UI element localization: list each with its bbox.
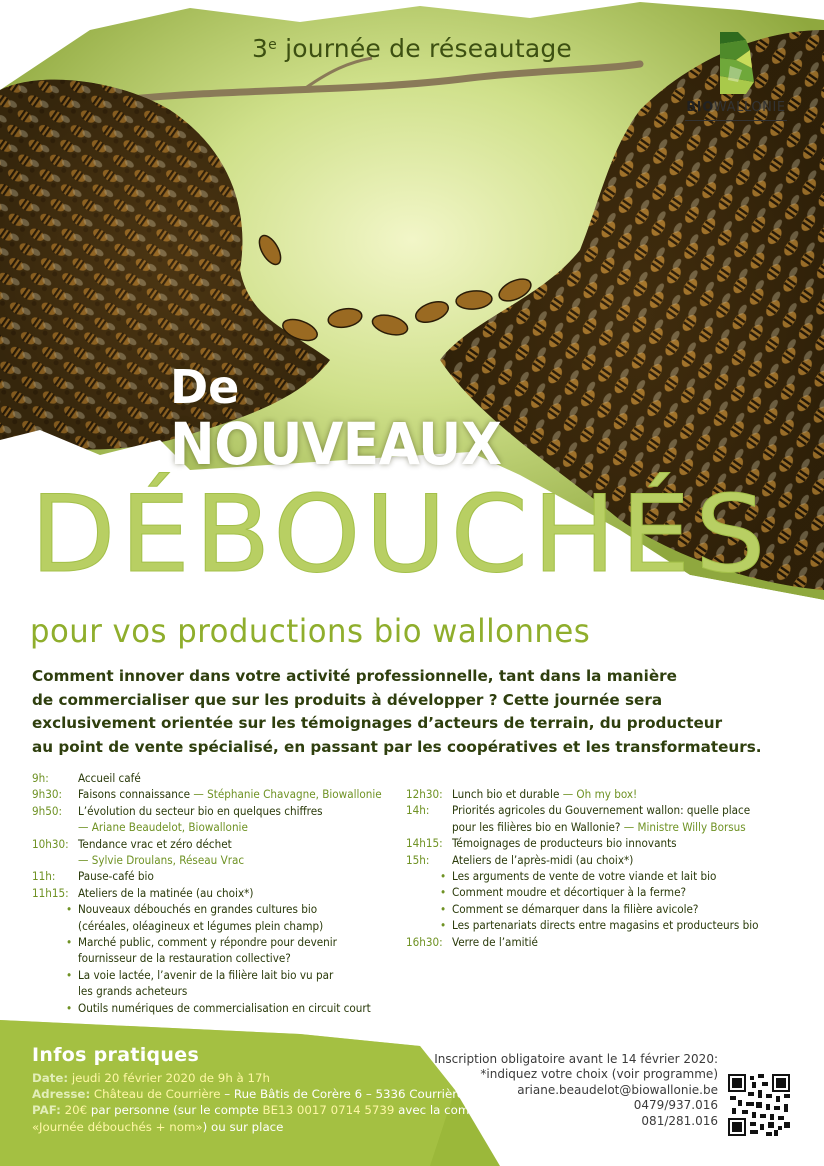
title-nouveaux: NOUVEAUX <box>170 410 502 478</box>
program-item: 15h: Ateliers de l’après-midi (au choix*) <box>406 852 634 867</box>
workshop-item-cont: les grands acheteurs <box>78 984 188 999</box>
afternoon-workshops <box>406 868 806 934</box>
infos-title: Infos pratiques <box>32 1044 200 1066</box>
workshop-item: • Marché public, comment y répondre pour devenir <box>66 935 337 950</box>
title-subtitle: pour vos productions bio wallonnes <box>30 612 591 650</box>
infos-paf: PAF: 20€ par personne (sur le compte BE13 0017 0714 5739 avec la communication <box>32 1103 536 1118</box>
registration-phone-mobile[interactable]: 0479/937.016 <box>633 1098 718 1113</box>
program-left <box>32 770 402 1016</box>
event-title: journée de réseautage <box>285 34 573 63</box>
intro-line: de commercialiser que sur les produits à développer ? Cette journée sera <box>32 690 663 709</box>
program-item: 10h30: Tendance vrac et zéro déchet <box>32 836 232 851</box>
program-item: 12h30: Lunch bio et durable — Oh my box! <box>406 787 638 801</box>
program-right <box>406 786 806 950</box>
registration-phone-office[interactable]: 081/281.016 <box>641 1113 718 1128</box>
workshop-item: • La voie lactée, l’avenir de la filière lait bio vu par <box>66 967 334 982</box>
intro-line: Comment innover dans votre activité professionnelle, tant dans la manière <box>32 667 677 685</box>
biowallonie-b-icon <box>716 32 756 94</box>
program-item: 9h50: L’évolution du secteur bio en quelques chiffres <box>32 803 323 818</box>
workshop-item: • Outils numériques de commercialisation en circuit court <box>66 1000 371 1015</box>
registration-email[interactable]: ariane.beaudelot@biowallonie.be <box>517 1082 718 1097</box>
program-item: 14h15: Témoignages de producteurs bio innovants <box>406 836 677 851</box>
event-number: 3 <box>251 34 269 63</box>
title-de: De <box>170 360 240 414</box>
workshop-item-cont: (céréales, oléagineux et légumes plein champ) <box>78 918 324 933</box>
program-item: 9h: Accueil café <box>32 771 141 785</box>
program-item-speaker: — Sylvie Droulans, Réseau Vrac <box>78 853 245 868</box>
intro-line: exclusivement orientée sur les témoignages d’acteurs de terrain, du producteur <box>32 714 723 732</box>
title-debouches: DÉBOUCHÉS <box>30 473 770 596</box>
program-item: 9h30: Faisons connaissance — Stéphanie Chavagne, Biowallonie <box>32 787 382 802</box>
registration-note: *indiquez votre choix (voir programme) <box>480 1067 718 1082</box>
program-item: 14h: Priorités agricoles du Gouvernement wallon: quelle place <box>406 803 751 818</box>
infos-address: Adresse: Château de Courrière – Rue Bâtis de Corère 6 – 5336 Courrière <box>32 1087 465 1102</box>
workshop-item: • Comment se démarquer dans la filière avicole? <box>440 901 699 916</box>
morning-workshops <box>32 901 402 1016</box>
workshop-item-cont: fournisseur de la restauration collective? <box>78 951 291 966</box>
intro-line: au point de vente spécialisé, en passant par les coopératives et les transformateurs. <box>32 737 762 756</box>
registration-deadline: Inscription obligatoire avant le 14 février 2020: <box>434 1052 718 1066</box>
logo-wordmark: BIOWALLONIE <box>686 100 786 115</box>
infos-paf-cont: «Journée débouchés + nom») ou sur place <box>32 1119 284 1134</box>
logo-underline <box>685 120 787 121</box>
registration-block <box>434 1052 718 1129</box>
workshop-item: • Les arguments de vente de votre viande et lait bio <box>440 869 717 884</box>
workshop-item: • Les partenariats directs entre magasins et producteurs bio <box>440 918 759 933</box>
program-item: 16h30: Verre de l’amitié <box>406 934 538 949</box>
program-item: 11h: Pause-café bio <box>32 869 154 884</box>
workshop-item: • Comment moudre et décortiquer à la ferme? <box>440 885 687 900</box>
intro-paragraph <box>32 665 762 759</box>
qr-code-icon[interactable] <box>728 1074 790 1136</box>
program-item: 11h15: Ateliers de la matinée (au choix*) <box>32 885 254 900</box>
event-number-suffix: e <box>268 37 277 53</box>
program-item-speaker: — Ariane Beaudelot, Biowallonie <box>78 820 248 835</box>
workshop-item: • Nouveaux débouchés en grandes cultures bio <box>66 902 318 917</box>
program-item-cont: pour les filières bio en Wallonie? — Ministre Willy Borsus <box>452 819 746 834</box>
infos-date: Date: jeudi 20 février 2020 de 9h à 17h <box>32 1071 271 1085</box>
biowallonie-logo <box>676 32 796 121</box>
